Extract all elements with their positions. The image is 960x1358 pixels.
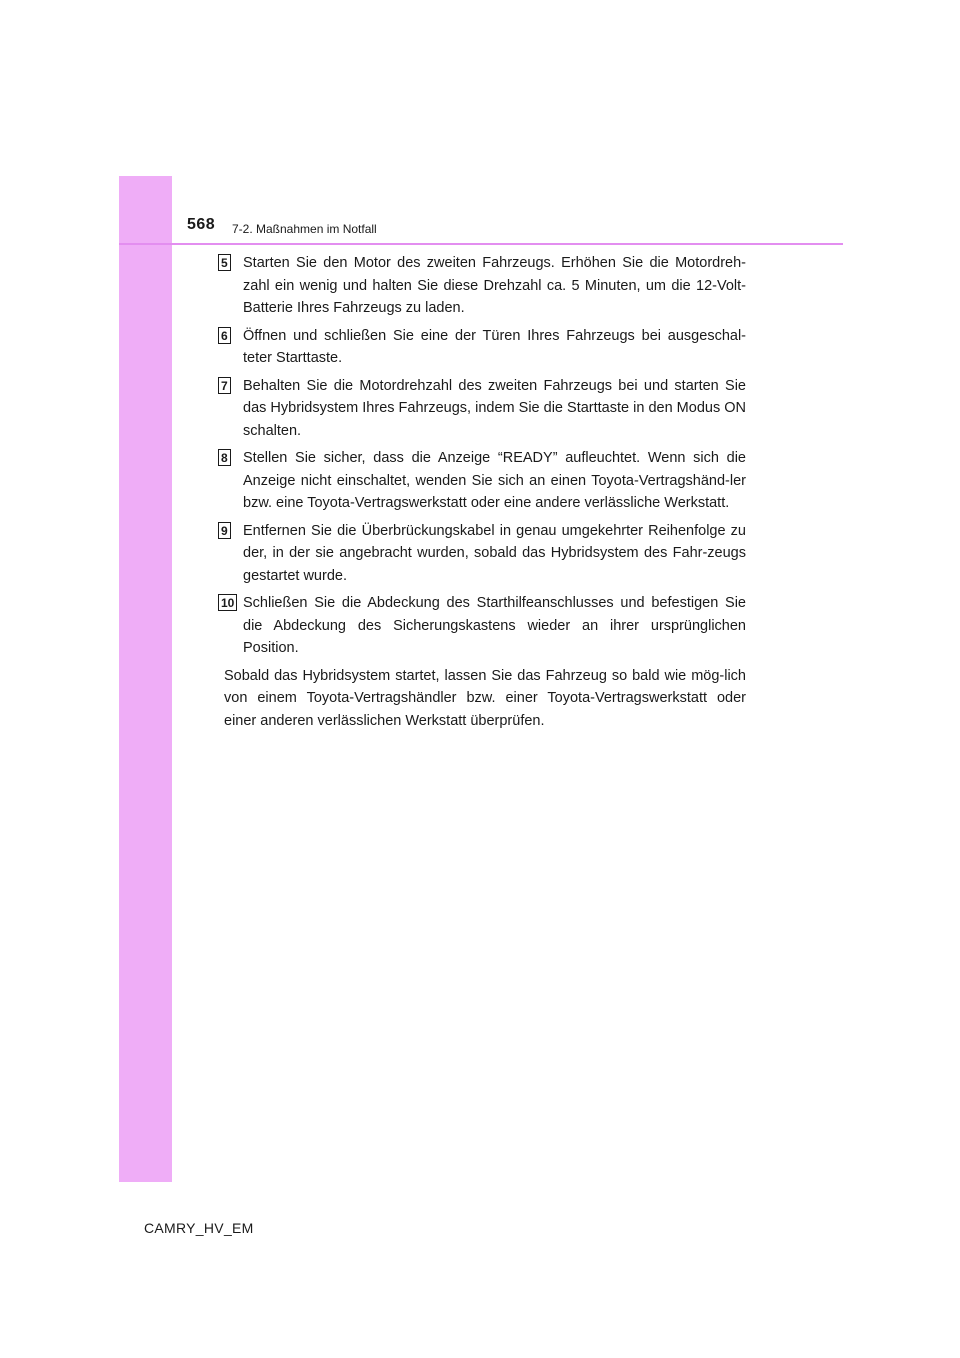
step-item (218, 520, 746, 588)
step-number-badge: 5 (218, 254, 231, 271)
step-text: Starten Sie den Motor des zweiten Fahrzeugs. Erhöhen Sie die Motordreh-zahl ein wenig und halten Sie diese Drehzahl ca. 5 Minuten, um die 12-Volt-Batterie Ihres Fahrzeugs zu laden. (243, 255, 746, 316)
step-item (218, 252, 746, 320)
footer-manual-code: CAMRY_HV_EM (144, 1220, 254, 1236)
step-text: Behalten Sie die Motordrehzahl des zweiten Fahrzeugs bei und starten Sie das Hybridsystem Ihres Fahrzeugs, indem Sie die Starttaste in den Modus ON schalten. (243, 377, 746, 439)
step-item (218, 325, 746, 370)
step-text: Stellen Sie sicher, dass die Anzeige “READY” aufleuchtet. Wenn sich die Anzeige nicht einschaltet, wenden Sie sich an einen Toyota-Vertragshänd-ler bzw. eine Toyota-Vertragswerkstatt oder eine andere verlässliche Werkstatt. (243, 450, 746, 511)
steps-list (218, 252, 746, 732)
chapter-sidebar-tab (119, 176, 172, 1182)
step-number-badge: 9 (218, 522, 231, 539)
step-number-badge: 7 (218, 377, 231, 394)
page-number: 568 (187, 216, 216, 233)
header-divider (119, 243, 843, 245)
step-item (218, 375, 746, 443)
step-number-badge: 8 (218, 449, 231, 466)
step-item (218, 447, 746, 515)
step-item (218, 592, 746, 660)
closing-note: Sobald das Hybridsystem startet, lassen Sie das Fahrzeug so bald wie mög-lich von einem Toyota-Vertragshändler bzw. einer Toyota-Vertragswerkstatt oder einer anderen verlässlichen Werkstatt überprüfen. (224, 667, 746, 729)
step-text: Entfernen Sie die Überbrückungskabel in genau umgekehrter Reihenfolge zu der, in der sie angebracht wurden, sobald das Hybridsystem des Fahr-zeugs gestartet wurde. (243, 522, 746, 584)
step-number-badge: 10 (218, 594, 237, 611)
step-number-badge: 6 (218, 327, 231, 344)
step-text: Schließen Sie die Abdeckung des Starthilfeanschlusses und befestigen Sie die Abdeckung des Sicherungskastens wieder an ihrer ursprünglichen Position. (243, 595, 746, 656)
step-text: Öffnen und schließen Sie eine der Türen Ihres Fahrzeugs bei ausgeschal-teter Starttaste. (243, 327, 746, 366)
section-title: 7-2. Maßnahmen im Notfall (232, 222, 377, 236)
